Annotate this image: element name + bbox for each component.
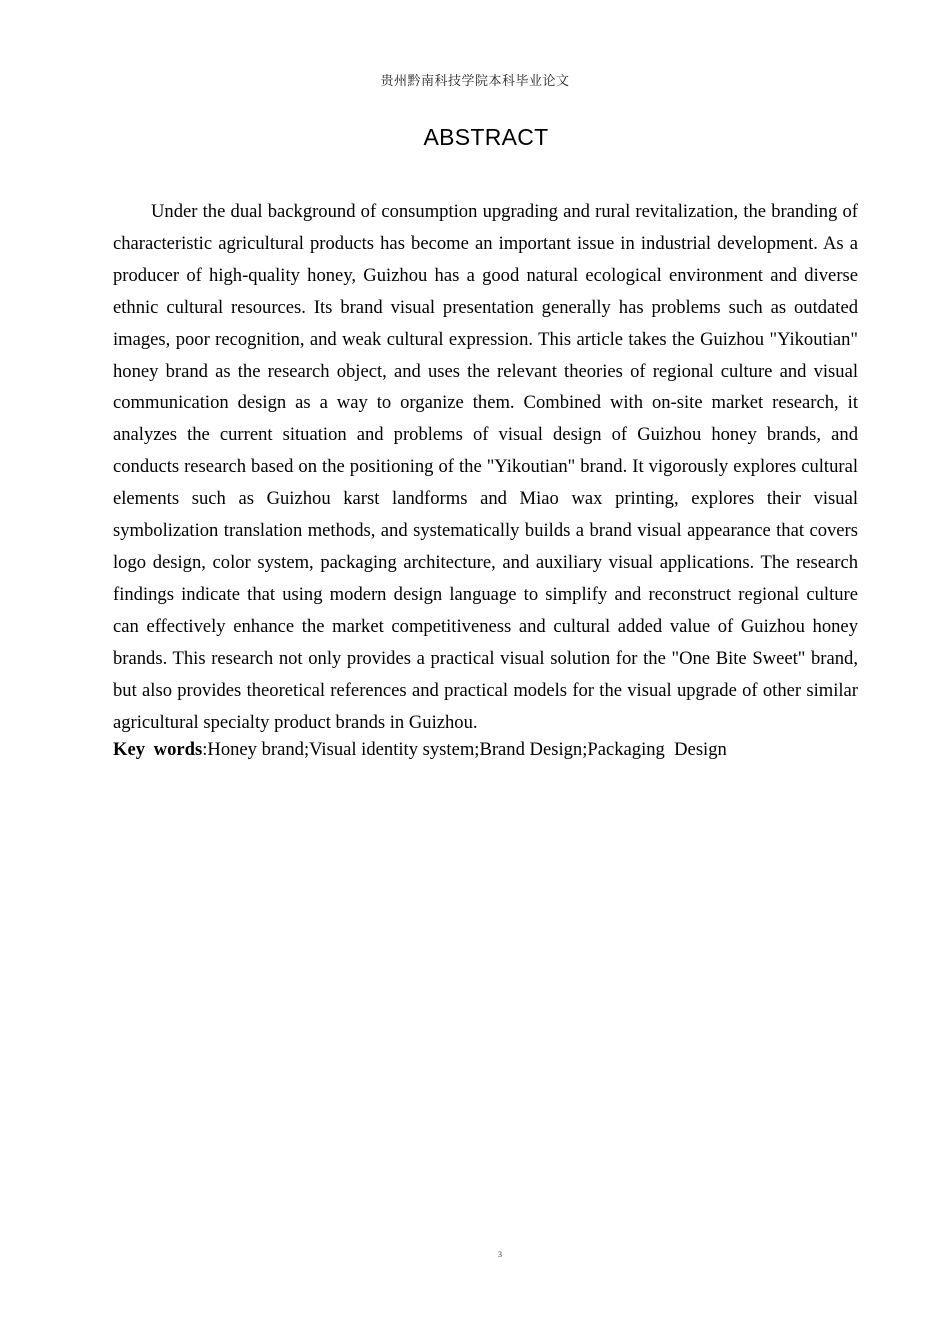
abstract-title: ABSTRACT <box>423 124 549 150</box>
keywords-line <box>113 736 858 764</box>
abstract-body: Under the dual background of consumption upgrading and rural revitalization, the branding of characteristic agricultural products has become an important issue in industrial development. As a producer of high-quality honey, Guizhou has a good natural ecological environment and diverse ethnic cultural resources. Its brand visual presentation generally has problems such as outdated images, poor recognition, and weak cultural expression. This article takes the Guizhou "Yikoutian" honey brand as the research object, and uses the relevant theories of regional culture and visual communication design as a way to organize them. Combined with on-site market research, it analyzes the current situation and problems of visual design of Guizhou honey brands, and conducts research based on the positioning of the "Yikoutian" brand. It vigorously explores cultural elements such as Guizhou karst landforms and Miao wax printing, explores their visual symbolization translation methods, and systematically builds a brand visual appearance that covers logo design, color system, packaging architecture, and auxiliary visual applications. The research findings indicate that using modern design language to simplify and reconstruct regional culture can effectively enhance the market competitiveness and cultural added value of Guizhou honey brands. This research not only provides a practical visual solution for the "One Bite Sweet" brand, but also provides theoretical references and practical models for the visual upgrade of other similar agricultural specialty product brands in Guizhou. <box>113 201 858 733</box>
keywords-text: :Honey brand;Visual identity system;Brand Design;Packaging Design <box>202 739 727 760</box>
keywords-label: Key words <box>113 739 203 760</box>
page-number: 3 <box>498 1250 502 1259</box>
running-header: 贵州黔南科技学院本科毕业论文 <box>380 74 570 89</box>
